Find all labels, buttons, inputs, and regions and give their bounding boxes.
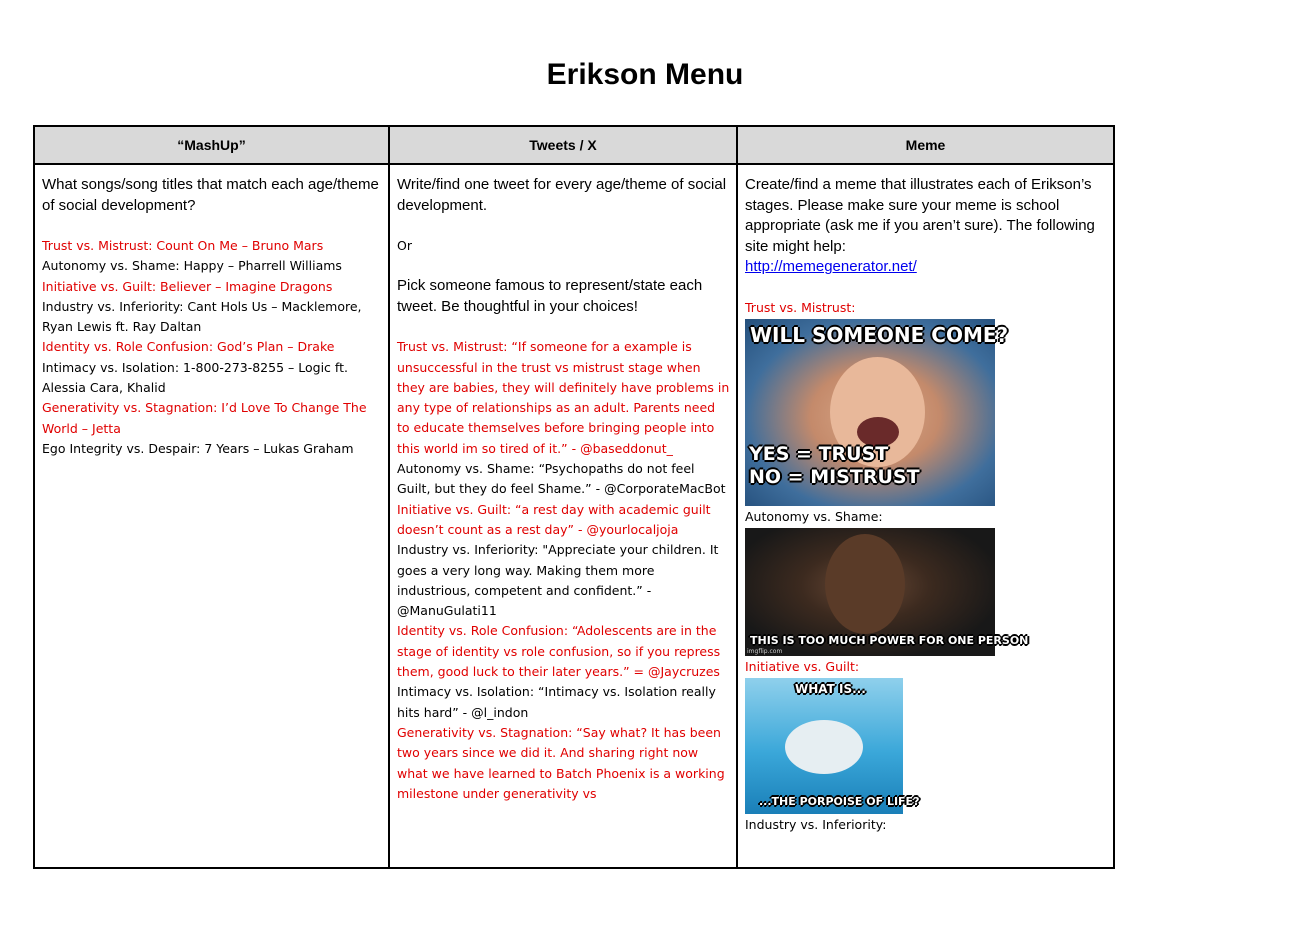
erikson-menu-table: [33, 125, 1115, 869]
meme-top-text: WILL SOMEONE COME?: [750, 322, 1009, 347]
mashup-line: Identity vs. Role Confusion: God’s Plan – Drake: [42, 339, 335, 355]
meme-intro: Create/find a meme that illustrates each of Erikson’s stages. Please make sure your meme is school appropriate (ask me if you aren’t sure). The following site might help:: [745, 176, 1095, 255]
meme-cell: [737, 164, 1114, 868]
tweets-cell: [389, 164, 737, 868]
imgflip-watermark: imgflip.com: [747, 648, 783, 656]
face-shape: [825, 534, 905, 634]
mashup-cell: [34, 164, 389, 868]
mashup-line: Ego Integrity vs. Despair: 7 Years – Lukas Graham: [42, 440, 354, 456]
meme-caption-text: THIS IS TOO MUCH POWER FOR ONE PERSON: [750, 634, 1029, 648]
tweet-entry: Identity vs. Role Confusion: “Adolescents are in the stage of identity vs role confusion, so if you repress them, good luck to their later years.” = @Jaycruzes: [397, 623, 721, 680]
meme-label: Trust vs. Mistrust:: [745, 299, 856, 315]
mashup-line: Autonomy vs. Shame: Happy – Pharrell Williams: [42, 258, 342, 274]
crying-baby-meme-image: [745, 319, 1009, 506]
tweet-entry: Intimacy vs. Isolation: “Intimacy vs. Isolation really hits hard” - @l_indon: [397, 684, 716, 720]
meme-label: Initiative vs. Guilt:: [745, 659, 860, 675]
tweet-entry: Initiative vs. Guilt: “a rest day with academic guilt doesn’t count as a rest day” - @yourlocaljoja: [397, 501, 711, 537]
header-row: [34, 126, 1114, 164]
meme-label: Industry vs. Inferiority:: [745, 817, 887, 833]
mashup-line: Generativity vs. Stagnation: I’d Love To Change The World – Jetta: [42, 400, 367, 436]
mashup-line: Initiative vs. Guilt: Believer – Imagine Dragons: [42, 278, 333, 294]
tweet-entry: Trust vs. Mistrust: “If someone for a example is unsuccessful in the trust vs mistrust stage when they are babies, they will definitely have problems in any type of relationships as an adult. Parents need to educate themselves before bringing people into this world im so tired of it.” - @baseddonut_: [397, 339, 730, 456]
tweet-entry: Autonomy vs. Shame: “Psychopaths do not feel Guilt, but they do feel Shame.” - @CorporateMacBot: [397, 461, 726, 497]
meme-bottom-text: NO = MISTRUST: [749, 465, 920, 488]
mashup-line: Intimacy vs. Isolation: 1-800-273-8255 – Logic ft. Alessia Cara, Khalid: [42, 359, 348, 396]
tweet-entry: Generativity vs. Stagnation: “Say what? It has been two years since we did it. And sharing right now what we have learned to Batch Phoenix is a working milestone under generativity vs: [397, 724, 725, 801]
content-row: [34, 164, 1114, 868]
mashup-line: Trust vs. Mistrust: Count On Me – Bruno Mars: [42, 238, 324, 253]
header-tweets: Tweets / X: [389, 126, 737, 164]
meme-top-text: WHAT IS...: [795, 682, 866, 697]
beluga-porpoise-meme-image: [745, 678, 920, 814]
tweets-intro: Write/find one tweet for every age/theme of social development.: [397, 176, 727, 214]
mashup-line: Industry vs. Inferiority: Cant Hols Us – Macklemore, Ryan Lewis ft. Ray Daltan: [42, 298, 362, 335]
meme-label: Autonomy vs. Shame:: [745, 508, 883, 524]
tweet-entry: Industry vs. Inferiority: "Appreciate your children. It goes a very long way. Making them more industrious, competent and confident.” - @ManuGulati11: [397, 542, 719, 619]
header-meme: Meme: [737, 126, 1114, 164]
memegenerator-link[interactable]: http://memegenerator.net/: [745, 258, 917, 275]
meme-bottom-text: ...THE PORPOISE OF LIFE?: [759, 795, 920, 809]
morgan-freeman-meme-image: [745, 528, 1029, 656]
mashup-intro: What songs/song titles that match each age/theme of social development?: [42, 176, 379, 214]
header-mashup: “MashUp”: [34, 126, 389, 164]
page-title: Erikson Menu: [546, 58, 744, 91]
beluga-shape: [785, 720, 863, 774]
meme-bottom-text: YES = TRUST: [749, 442, 889, 465]
tweets-intro-2: Pick someone famous to represent/state each tweet. Be thoughtful in your choices!: [397, 277, 703, 315]
tweets-or: Or: [397, 238, 412, 253]
